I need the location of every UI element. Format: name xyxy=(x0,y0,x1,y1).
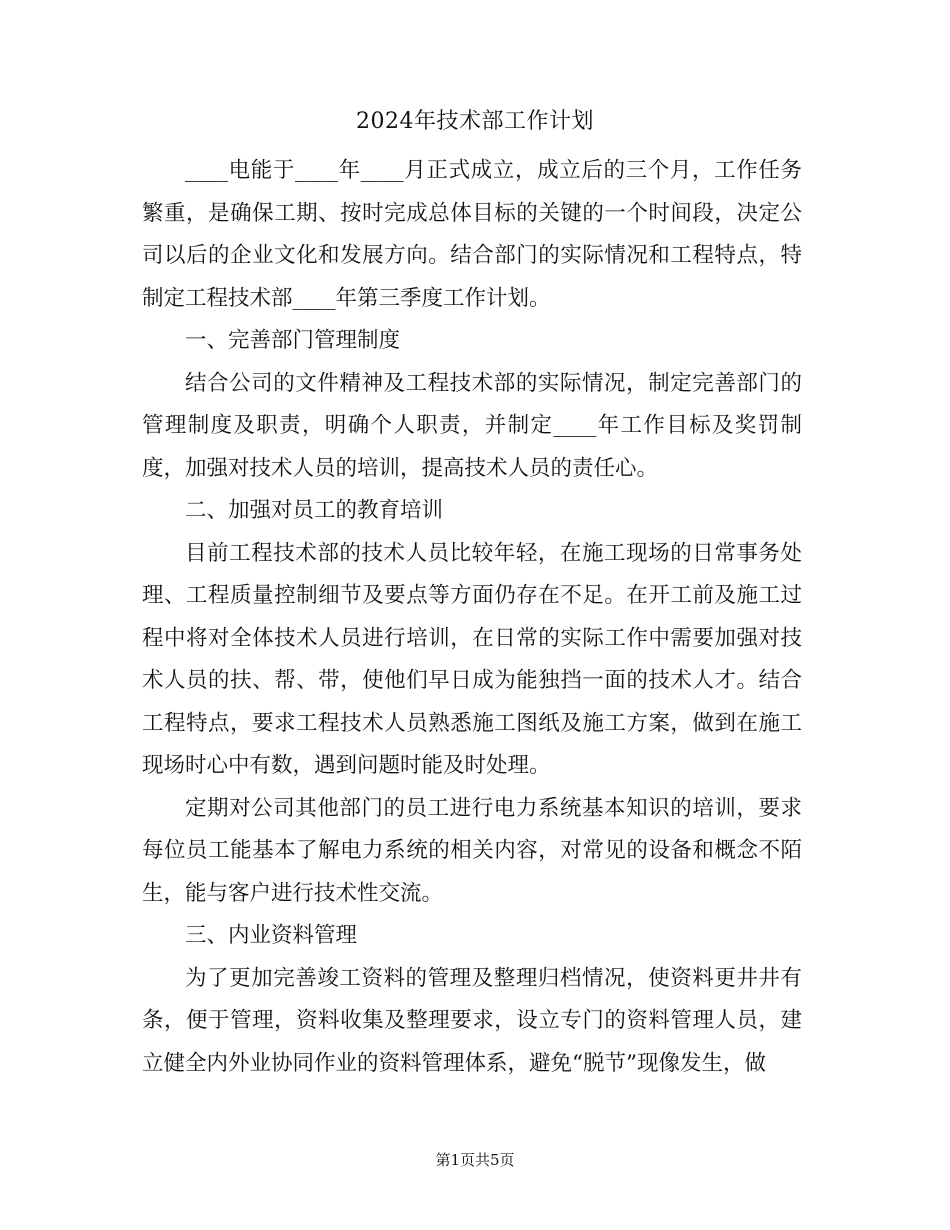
section-paragraph: 定期对公司其他部门的员工进行电力系统基本知识的培训，要求每位员工能基本了解电力系统的相关内容，对常见的设备和概念不陌生，能与客户进行技术性交流。 xyxy=(142,795,802,906)
section-paragraph: 目前工程技术部的技术人员比较年轻，在施工现场的日常事务处理、工程质量控制细节及要点等方面仍存在不足。在开工前及施工过程中将对全体技术人员进行培训，在日常的实际工作中需要加强对技术人员的扶、帮、带，使他们早日成为能独挡一面的技术人才。结合工程特点，要求工程技术人员熟悉施工图纸及施工方案，做到在施工现场时心中有数，遇到问题时能及时处理。 xyxy=(142,540,802,778)
section-heading-3: 三、内业资料管理 xyxy=(185,923,358,948)
intro-paragraph: ____电能于____年____月正式成立，成立后的三个月，工作任务繁重，是确保工期、按时完成总体目标的关键的一个时间段，决定公司以后的企业文化和发展方向。结合部门的实际情况和工程特点，特制定工程技术部____年第三季度工作计划。 xyxy=(142,158,802,311)
section-heading-1: 一、完善部门管理制度 xyxy=(185,328,401,353)
section-heading-2: 二、加强对员工的教育培训 xyxy=(185,498,444,523)
document-title: 2024年技术部工作计划 xyxy=(356,109,594,134)
page-number: 第1页共5页 xyxy=(435,1151,515,1169)
section-paragraph: 为了更加完善竣工资料的管理及整理归档情况，使资料更井井有条，便于管理，资料收集及整理要求，设立专门的资料管理人员，建立健全内外业协同作业的资料管理体系，避免“脱节”现像发生，做 xyxy=(142,965,802,1076)
section-paragraph: 结合公司的文件精神及工程技术部的实际情况，制定完善部门的管理制度及职责，明确个人职责，并制定____年工作目标及奖罚制度，加强对技术人员的培训，提高技术人员的责任心。 xyxy=(142,370,802,481)
document-body xyxy=(142,150,802,1085)
